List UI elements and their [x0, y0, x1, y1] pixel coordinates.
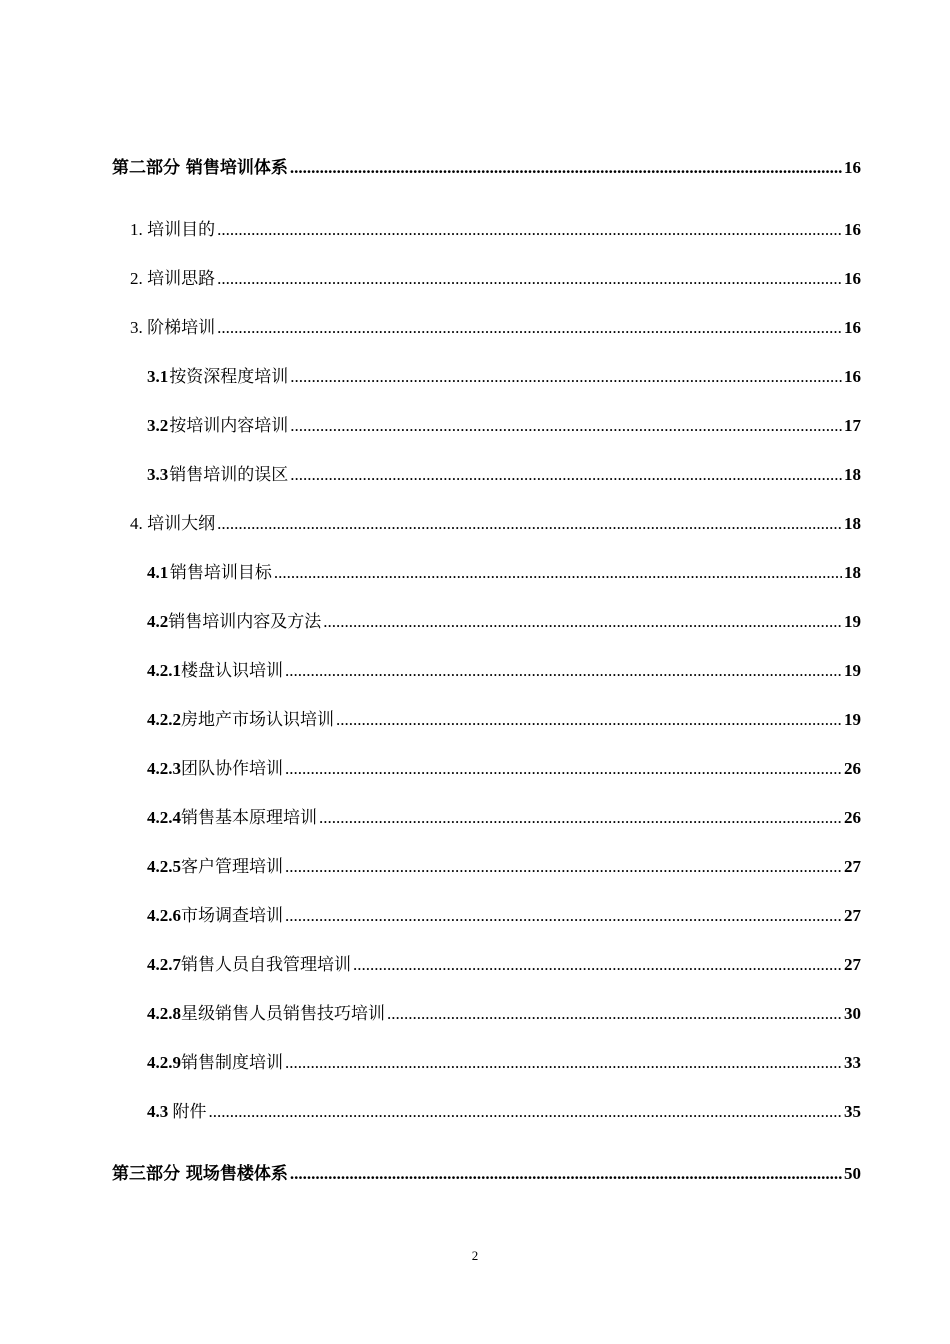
toc-dot-leader: [353, 953, 842, 977]
toc-entry-4-1[interactable]: [147, 561, 861, 585]
toc-entry-4-3[interactable]: [147, 1100, 861, 1124]
toc-dot-leader: [285, 1051, 842, 1075]
toc-dot-leader: [217, 512, 842, 536]
toc-dot-leader: [209, 1100, 842, 1124]
toc-entry-4-2-5[interactable]: [147, 855, 861, 879]
toc-entry-title: 第二部分 销售培训体系: [112, 158, 288, 178]
toc-entry-title: 楼盘认识培训: [181, 661, 283, 681]
toc-entry-page: 26: [844, 808, 861, 827]
toc-entry-number: 4.: [130, 514, 143, 533]
toc-entry-3-2[interactable]: [147, 414, 861, 438]
toc-entry-number: 4.2.4: [147, 808, 181, 827]
toc-entry-number: 3.1: [147, 367, 169, 386]
toc-dot-leader: [290, 365, 842, 389]
toc-entry-title: 按培训内容培训: [169, 416, 289, 436]
toc-entry-title: 客户管理培训: [181, 857, 283, 877]
toc-entry-page: 18: [844, 514, 861, 533]
toc-entry-page: 16: [844, 158, 861, 177]
toc-entry-page: 18: [844, 465, 861, 484]
toc-dot-leader: [290, 1162, 842, 1186]
toc-entry-page: 27: [844, 857, 861, 876]
page-number: 2: [471, 1248, 479, 1263]
toc-entry-4-2[interactable]: [147, 610, 861, 634]
toc-dot-leader: [285, 904, 842, 928]
toc-entry-part-2[interactable]: [112, 156, 861, 180]
toc-entry-title: 培训目的: [147, 220, 216, 240]
toc-entry-page: 26: [844, 759, 861, 778]
toc-dot-leader: [285, 659, 842, 683]
toc-entry-title: 销售培训目标: [169, 563, 272, 583]
toc-entry-4-2-8[interactable]: [147, 1002, 861, 1026]
toc-entry-page: 33: [844, 1053, 861, 1072]
toc-entry-page: 18: [844, 563, 861, 582]
toc-entry-title: 销售培训的误区: [169, 465, 289, 485]
toc-entry-4-2-1[interactable]: [147, 659, 861, 683]
toc-entry-2[interactable]: [130, 267, 861, 291]
toc-entry-title: 附件: [172, 1102, 207, 1122]
toc-entry-title: 销售基本原理培训: [181, 808, 317, 828]
toc-dot-leader: [217, 316, 842, 340]
toc-entry-title: 按资深程度培训: [169, 367, 289, 387]
toc-entry-title: 星级销售人员销售技巧培训: [181, 1004, 385, 1024]
toc-dot-leader: [274, 561, 842, 585]
toc-entry-page: 27: [844, 906, 861, 925]
toc-entry-number: 2.: [130, 269, 143, 288]
toc-entry-page: 30: [844, 1004, 861, 1023]
toc-dot-leader: [290, 156, 842, 180]
toc-entry-page: 17: [844, 416, 861, 435]
toc-entry-page: 16: [844, 220, 861, 239]
toc-entry-page: 27: [844, 955, 861, 974]
toc-entry-page: 19: [844, 710, 861, 729]
toc-entry-page: 19: [844, 612, 861, 631]
toc-entry-title: 团队协作培训: [181, 759, 283, 779]
toc-entry-4-2-3[interactable]: [147, 757, 861, 781]
toc-entry-number: 4.1: [147, 563, 169, 582]
toc-entry-number: 3.3: [147, 465, 169, 484]
toc-entry-number: 4.2.9: [147, 1053, 181, 1072]
toc-entry-3[interactable]: [130, 316, 861, 340]
toc-entry-part-3[interactable]: [112, 1162, 861, 1186]
toc-entry-title: 房地产市场认识培训: [181, 710, 334, 730]
toc-entry-number: 1.: [130, 220, 143, 239]
toc-entry-title: 第三部分 现场售楼体系: [112, 1164, 288, 1184]
toc-entry-title: 培训思路: [147, 269, 216, 289]
toc-entry-number: 4.2.6: [147, 906, 181, 925]
toc-entry-4[interactable]: [130, 512, 861, 536]
toc-entry-4-2-9[interactable]: [147, 1051, 861, 1075]
toc-entry-title: 销售制度培训: [181, 1053, 283, 1073]
toc-entry-1[interactable]: [130, 218, 861, 242]
toc-entry-title: 销售培训内容及方法: [168, 612, 322, 632]
toc-dot-leader: [290, 414, 842, 438]
toc-entry-3-1[interactable]: [147, 365, 861, 389]
toc-entry-3-3[interactable]: [147, 463, 861, 487]
toc-entry-number: 4.2.2: [147, 710, 181, 729]
toc-dot-leader: [285, 855, 842, 879]
toc-entry-title: 市场调查培训: [181, 906, 283, 926]
toc-dot-leader: [217, 218, 842, 242]
toc-entry-page: 16: [844, 318, 861, 337]
toc-entry-4-2-7[interactable]: [147, 953, 861, 977]
toc-entry-4-2-6[interactable]: [147, 904, 861, 928]
toc-dot-leader: [387, 1002, 842, 1026]
toc-entry-page: 35: [844, 1102, 861, 1121]
toc-entry-title: 阶梯培训: [147, 318, 216, 338]
toc-entry-number: 4.3: [147, 1102, 169, 1121]
toc-entry-page: 16: [844, 269, 861, 288]
toc-entry-number: 3.2: [147, 416, 169, 435]
toc-entry-4-2-4[interactable]: [147, 806, 861, 830]
toc-dot-leader: [336, 708, 842, 732]
toc-entry-4-2-2[interactable]: [147, 708, 861, 732]
toc-entry-page: 50: [844, 1164, 861, 1183]
toc-dot-leader: [323, 610, 842, 634]
toc-entry-title: 销售人员自我管理培训: [181, 955, 351, 975]
toc-entry-number: 4.2: [147, 612, 169, 631]
toc-entry-page: 19: [844, 661, 861, 680]
toc-dot-leader: [217, 267, 842, 291]
toc-entry-title: 培训大纲: [147, 514, 216, 534]
toc-entry-number: 4.2.8: [147, 1004, 181, 1023]
toc-entry-number: 4.2.5: [147, 857, 181, 876]
toc-entry-number: 4.2.3: [147, 759, 181, 778]
toc-entry-number: 3.: [130, 318, 143, 337]
toc-entry-number: 4.2.7: [147, 955, 181, 974]
toc-dot-leader: [319, 806, 842, 830]
toc-dot-leader: [290, 463, 842, 487]
toc-entry-number: 4.2.1: [147, 661, 181, 680]
toc-dot-leader: [285, 757, 842, 781]
toc-entry-page: 16: [844, 367, 861, 386]
